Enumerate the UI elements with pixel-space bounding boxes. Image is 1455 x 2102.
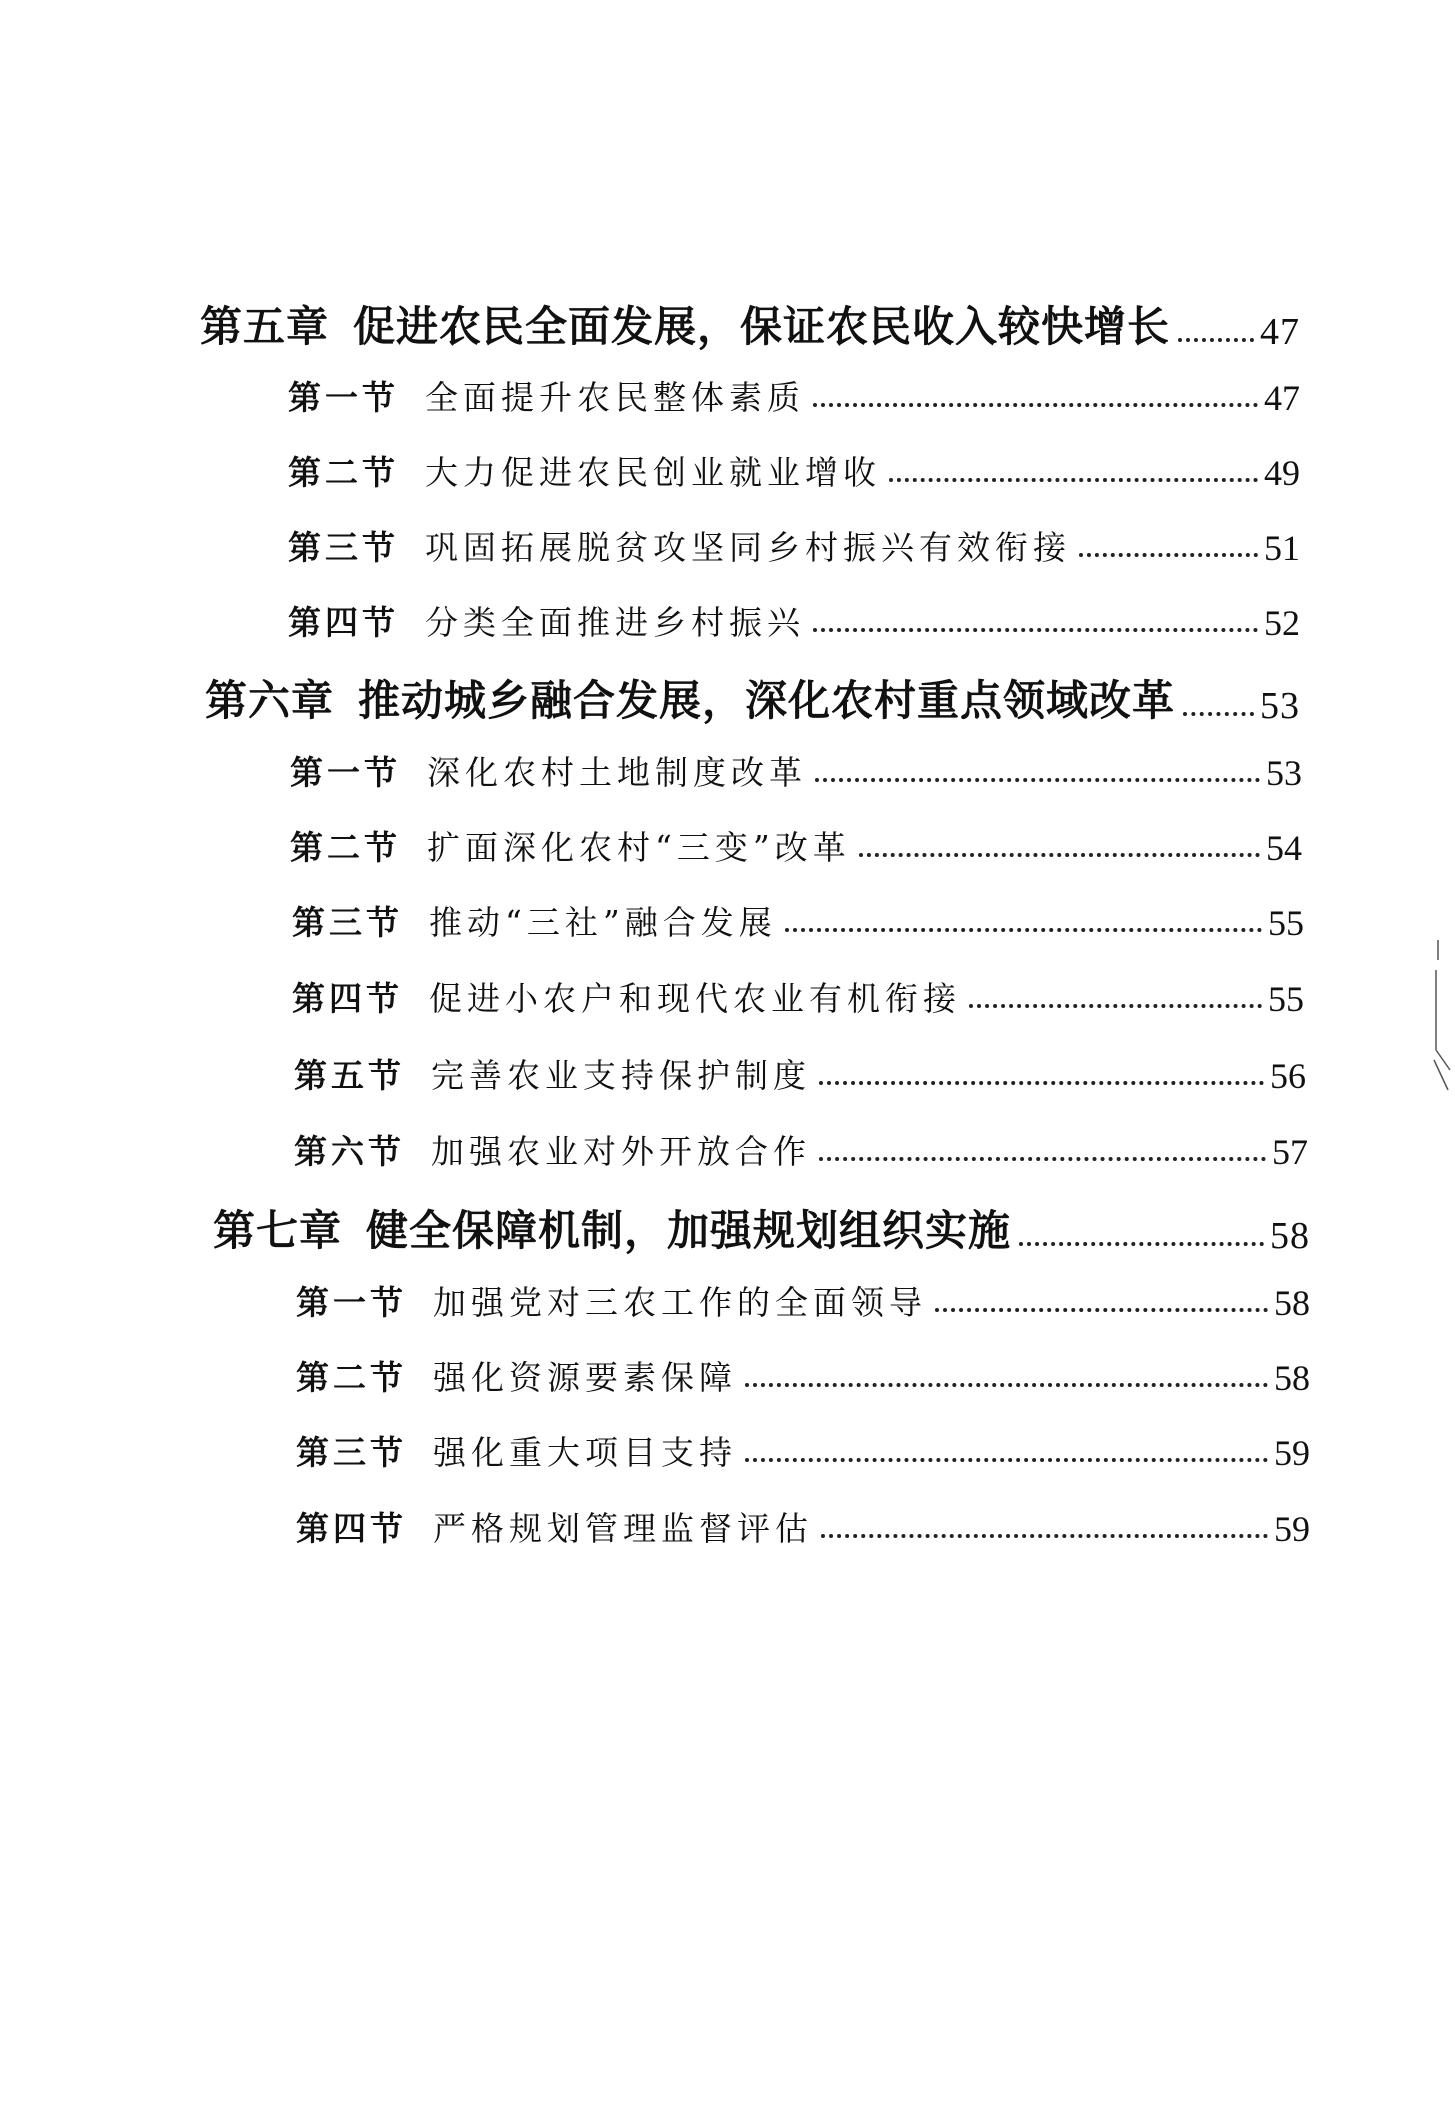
chapter-label: 第七章 — [213, 1206, 343, 1255]
scan-artifact-mark — [1432, 940, 1452, 1120]
dot-leader — [819, 1157, 1266, 1161]
section-title: 强化重大项目支持 — [433, 1433, 737, 1472]
section-title: 促进小农户和现代农业有机衔接 — [429, 979, 961, 1018]
toc-section[interactable] — [296, 1503, 1310, 1550]
dot-leader — [821, 1534, 1268, 1538]
dot-leader — [819, 1081, 1264, 1085]
dot-leader — [813, 403, 1258, 407]
dot-leader — [1019, 1242, 1264, 1246]
dot-leader — [745, 1383, 1268, 1387]
section-title: 巩固拓展脱贫攻坚同乡村振兴有效衔接 — [425, 528, 1071, 567]
dot-leader — [1183, 712, 1254, 716]
section-label: 第三节 — [292, 903, 403, 942]
toc-section[interactable] — [296, 1277, 1310, 1324]
section-title: 推动“三社”融合发展 — [429, 903, 777, 942]
section-label: 第一节 — [296, 1283, 407, 1322]
section-label: 第三节 — [288, 528, 399, 567]
section-label: 第四节 — [296, 1509, 407, 1548]
section-title: 强化资源要素保障 — [433, 1358, 737, 1397]
section-label: 第四节 — [292, 979, 403, 1018]
toc-section[interactable] — [288, 522, 1300, 569]
toc-section[interactable] — [294, 1126, 1308, 1173]
toc-section[interactable] — [296, 1427, 1310, 1474]
page-number: 59 — [1274, 1433, 1310, 1473]
chapter-label: 第五章 — [200, 302, 330, 351]
section-label: 第四节 — [288, 603, 399, 642]
dot-leader — [969, 1004, 1262, 1008]
toc-section[interactable] — [290, 747, 1302, 794]
dot-leader — [935, 1308, 1268, 1312]
dot-leader — [785, 928, 1262, 932]
toc-chapter-5[interactable] — [200, 294, 1300, 354]
page-number: 47 — [1264, 378, 1300, 418]
section-title: 完善农业支持保护制度 — [431, 1056, 811, 1095]
page-number: 49 — [1264, 453, 1300, 493]
page-number: 54 — [1266, 828, 1302, 868]
chapter-title: 促进农民全面发展，保证农民收入较快增长 — [353, 302, 1171, 351]
dot-leader — [813, 628, 1258, 632]
page-number: 53 — [1260, 685, 1300, 727]
toc-chapter-6[interactable] — [205, 668, 1300, 728]
page-number: 52 — [1264, 603, 1300, 643]
page-number: 55 — [1268, 903, 1304, 943]
section-title: 扩面深化农村“三变”改革 — [427, 828, 851, 867]
page-number: 58 — [1274, 1358, 1310, 1398]
chapter-title: 推动城乡融合发展，深化农村重点领域改革 — [358, 676, 1176, 725]
section-title: 全面提升农民整体素质 — [425, 378, 805, 417]
dot-leader — [1079, 553, 1258, 557]
section-title: 加强党对三农工作的全面领导 — [433, 1283, 927, 1322]
page-number: 55 — [1268, 979, 1304, 1019]
dot-leader — [859, 853, 1260, 857]
toc-section[interactable] — [288, 447, 1300, 494]
section-title: 分类全面推进乡村振兴 — [425, 603, 805, 642]
section-label: 第二节 — [290, 828, 401, 867]
chapter-title: 健全保障机制，加强规划组织实施 — [366, 1206, 1012, 1255]
section-label: 第一节 — [288, 378, 399, 417]
dot-leader — [1178, 338, 1254, 342]
dot-leader — [815, 778, 1260, 782]
toc-section[interactable] — [294, 1050, 1306, 1097]
section-label: 第二节 — [288, 453, 399, 492]
page-number: 56 — [1270, 1056, 1306, 1096]
toc-section[interactable] — [292, 973, 1304, 1020]
toc-section[interactable] — [290, 822, 1302, 869]
dot-leader — [745, 1458, 1268, 1462]
page-number: 59 — [1274, 1509, 1310, 1549]
page-number: 58 — [1270, 1215, 1310, 1257]
dot-leader — [889, 478, 1258, 482]
section-label: 第一节 — [290, 753, 401, 792]
section-title: 深化农村土地制度改革 — [427, 753, 807, 792]
section-title: 严格规划管理监督评估 — [433, 1509, 813, 1548]
page-number: 51 — [1264, 528, 1300, 568]
section-label: 第三节 — [296, 1433, 407, 1472]
page-number: 47 — [1260, 311, 1300, 353]
toc-section[interactable] — [296, 1352, 1310, 1399]
toc-section[interactable] — [288, 372, 1300, 419]
toc-section[interactable] — [292, 897, 1304, 944]
chapter-label: 第六章 — [205, 676, 335, 725]
page-number: 53 — [1266, 753, 1302, 793]
toc-section[interactable] — [288, 597, 1300, 644]
section-label: 第六节 — [294, 1132, 405, 1171]
page-number: 58 — [1274, 1283, 1310, 1323]
page-number: 57 — [1272, 1132, 1308, 1172]
section-label: 第二节 — [296, 1358, 407, 1397]
section-title: 加强农业对外开放合作 — [431, 1132, 811, 1171]
section-label: 第五节 — [294, 1056, 405, 1095]
toc-chapter-7[interactable] — [213, 1198, 1310, 1258]
section-title: 大力促进农民创业就业增收 — [425, 453, 881, 492]
